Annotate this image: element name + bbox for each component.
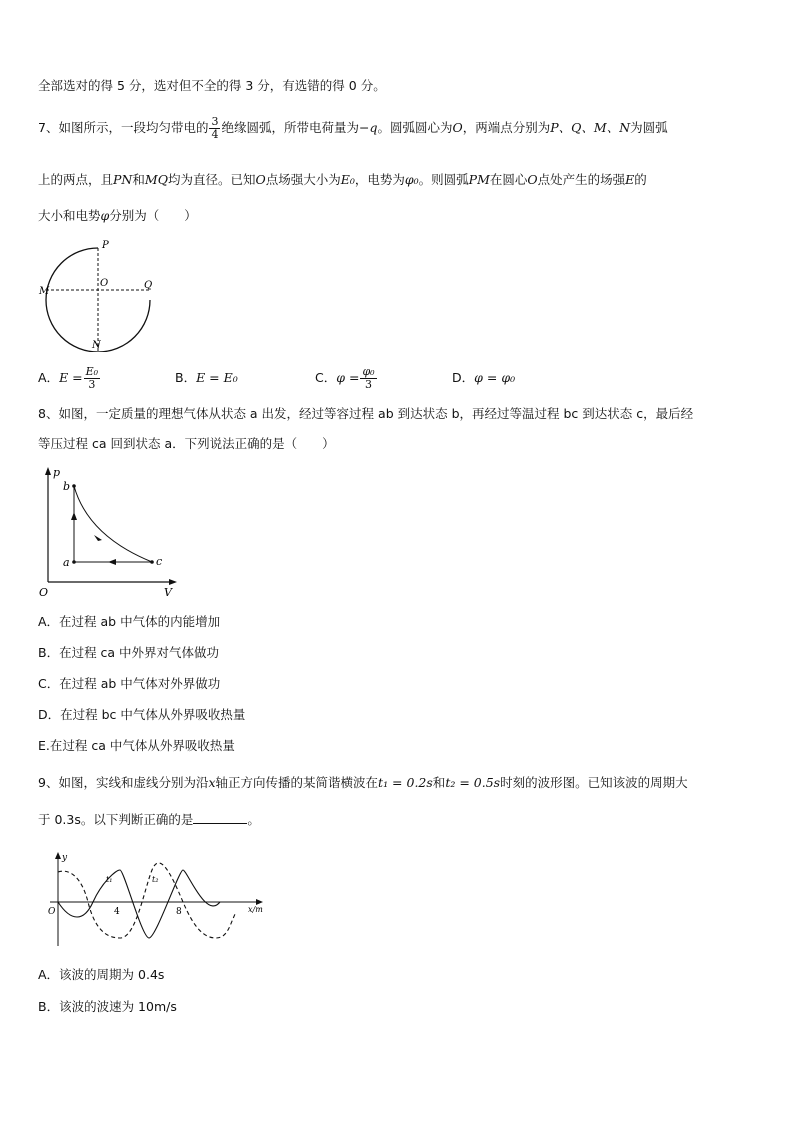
q7-option-b[interactable]	[175, 363, 238, 393]
q9-text: 和	[432, 775, 446, 790]
tick-8: 8	[176, 907, 182, 917]
frac-numerator: φ₀	[362, 365, 375, 378]
q7-text: 上的两点，且	[38, 172, 114, 187]
q7-options	[38, 363, 758, 393]
option-label: C．	[315, 370, 337, 385]
q7-text: ，电势为	[354, 172, 405, 187]
field-e0: E₀	[340, 172, 355, 187]
y-axis-arrow	[55, 852, 61, 859]
q7-text: 和	[132, 172, 145, 187]
q7-text: 。圆弧圆心为	[377, 120, 453, 135]
axis-x-symbol: x	[208, 775, 216, 790]
q7-text: 均为直径。已知	[167, 172, 256, 187]
q9-text: 于 0.3s。以下判断正确的是	[38, 812, 194, 827]
q7-option-d[interactable]	[452, 363, 515, 393]
q8-option-c[interactable]: C．在过程 ab 中气体对外界做功	[38, 676, 221, 691]
frac-denominator: 3	[365, 378, 372, 391]
q7-option-c[interactable]	[315, 363, 378, 393]
instruction-line: 全部选对的得 5 分，选对但不全的得 3 分，有选错的得 0 分。	[38, 78, 386, 93]
wave-t1-solid	[58, 870, 236, 938]
q7-text: 。则圆弧	[418, 172, 469, 187]
q8-option-a[interactable]: A．在过程 ab 中气体的内能增加	[38, 614, 221, 629]
label-x-unit: x/m	[248, 905, 263, 914]
q7-line-2	[38, 170, 647, 190]
label-p-axis: p	[53, 466, 61, 479]
frac-denominator: 4	[211, 128, 219, 141]
q8-pv-diagram	[36, 464, 182, 600]
arrow-ab	[71, 512, 77, 520]
state-c	[150, 560, 154, 564]
label-c: c	[156, 555, 163, 568]
label-m: M	[39, 286, 50, 297]
option-label: D．	[452, 370, 475, 385]
v-axis-arrow	[169, 579, 177, 585]
arc-pm: PM	[468, 172, 490, 187]
q7-text: 大小和电势	[38, 208, 101, 223]
time-t2: t₂ = 0.5s	[445, 775, 501, 790]
label-v-axis: V	[164, 586, 172, 599]
q7-text: 的	[634, 172, 647, 187]
q9-text: 轴正方向传播的某简谐横波在	[215, 775, 379, 790]
q7-option-a[interactable]	[38, 363, 101, 393]
q8-line-1: 8、如图，一定质量的理想气体从状态 a 出发，经过等容过程 ab 到达状态 b，再经过等温过程 bc 到达状态 c，最后经	[38, 406, 694, 421]
points-list: P、Q、M、N	[550, 120, 631, 135]
potential-phi0: φ₀	[404, 172, 419, 187]
option-expr: E = E₀	[196, 370, 238, 385]
q7-arc-figure	[36, 236, 160, 352]
label-y: y	[62, 853, 68, 863]
q7-line-3	[38, 206, 197, 226]
state-a	[72, 560, 76, 564]
option-lhs: E =	[59, 370, 83, 385]
diameter-mq: MQ	[144, 172, 168, 187]
tick-4: 4	[114, 907, 120, 917]
q7-text: ，两端点分别为	[462, 120, 551, 135]
q9-option-a[interactable]: A．该波的周期为 0.4s	[38, 967, 165, 982]
label-a: a	[63, 556, 70, 569]
q7-text: 点场强大小为	[265, 172, 341, 187]
label-o: O	[100, 278, 109, 289]
label-t1: t₁	[106, 875, 113, 884]
q9-text: 9、如图，实线和虚线分别为沿	[38, 775, 209, 790]
q8-option-d[interactable]: D．在过程 bc 中气体从外界吸收热量	[38, 707, 246, 722]
label-p: P	[102, 240, 109, 251]
label-t2: t₂	[152, 875, 159, 884]
frac-numerator: 3	[211, 115, 219, 128]
process-bc	[74, 486, 152, 562]
option-fraction	[360, 366, 376, 391]
q9-line-2	[38, 810, 260, 830]
q7-text: 点处产生的场强	[537, 172, 626, 187]
wave-t2-dashed	[58, 863, 236, 938]
label-origin: O	[39, 586, 49, 599]
q7-number: 7、	[38, 120, 59, 135]
q8-line-2: 等压过程 ca 回到状态 a．下列说法正确的是（ ）	[38, 436, 335, 451]
option-label: B．	[175, 370, 197, 385]
option-expr: φ = φ₀	[474, 370, 516, 385]
label-b: b	[63, 480, 71, 493]
potential-phi: φ	[100, 208, 110, 223]
q7-line-1	[38, 116, 668, 141]
arrow-ca	[108, 559, 116, 565]
point-o: O	[452, 120, 463, 135]
q9-text: 时刻的波形图。已知该波的周期大	[500, 775, 688, 790]
q7-text: 分别为（ ）	[109, 208, 197, 223]
label-origin: O	[48, 907, 56, 917]
option-label: A．	[38, 370, 60, 385]
q7-text: 绝缘圆弧，所带电荷量为	[221, 120, 359, 135]
q7-text: 为圆弧	[630, 120, 668, 135]
q7-fraction	[209, 116, 220, 141]
field-e: E	[625, 172, 635, 187]
option-fraction	[84, 366, 100, 391]
label-n: N	[92, 340, 101, 351]
q7-text: 在圆心	[489, 172, 528, 187]
p-axis-arrow	[45, 467, 51, 475]
frac-numerator: E₀	[85, 365, 99, 378]
frac-denominator: 3	[88, 378, 96, 391]
q7-text: 如图所示，一段均匀带电的	[58, 120, 209, 135]
point-o: O	[255, 172, 266, 187]
label-q: Q	[144, 280, 153, 291]
q8-option-e[interactable]: E.在过程 ca 中气体从外界吸收热量	[38, 738, 235, 753]
time-t1: t₁ = 0.2s	[378, 775, 433, 790]
q9-text: 。	[247, 812, 260, 827]
q8-option-b[interactable]: B．在过程 ca 中外界对气体做功	[38, 645, 220, 660]
q9-line-1	[38, 773, 688, 793]
q9-option-b[interactable]: B．该波的波速为 10m/s	[38, 999, 177, 1014]
q9-wave-figure	[44, 850, 270, 948]
diameter-pn: PN	[113, 172, 133, 187]
state-b	[72, 484, 76, 488]
charge-symbol: −q	[358, 120, 378, 135]
point-o: O	[527, 172, 538, 187]
answer-blank[interactable]	[193, 811, 247, 824]
arrow-bc	[94, 535, 102, 541]
option-lhs: φ =	[336, 370, 360, 385]
